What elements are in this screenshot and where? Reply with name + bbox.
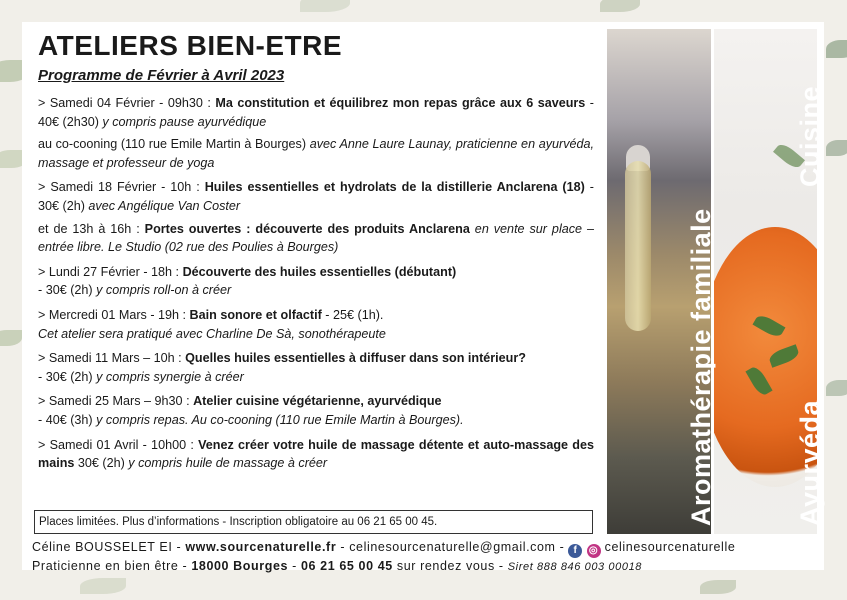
workshop-date: > Samedi 18 Février - 10h : xyxy=(38,180,205,195)
workshop-date: > Samedi 01 Avril - 10h00 : xyxy=(38,437,199,452)
label-aromatherapie: Aromathérapie familiale xyxy=(686,208,716,526)
workshop-time: et de 13h à 16h : xyxy=(38,221,145,236)
workshop-price: - 25€ (1h). xyxy=(321,307,384,322)
workshop-note: avec Angélique Van Coster xyxy=(84,198,241,213)
workshop-date: > Lundi 27 Février - 18h : xyxy=(38,264,183,279)
workshop-name: Atelier cuisine végétarienne, ayurvédique xyxy=(193,394,442,409)
workshop-price: - 30€ (2h) xyxy=(38,369,93,384)
registration-notice: Places limitées. Plus d’informations - Inscription obligatoire au 06 21 65 00 45. xyxy=(34,510,593,534)
business-name: Céline BOUSSELET EI - xyxy=(32,540,186,554)
workshop-note: en vente sur place – entrée libre. Le Studio (02 rue des Poulies à Bourges) xyxy=(38,221,594,255)
workshop-item xyxy=(38,263,594,300)
workshop-list xyxy=(38,94,594,479)
workshop-name: Ma constitution et équilibrez mon repas grâce aux 6 saveurs xyxy=(215,96,586,110)
city: 18000 Bourges xyxy=(191,559,289,573)
workshop-price: - 40€ (2h30) xyxy=(38,96,595,129)
workshop-name: Portes ouvertes : découverte des produits Anclarena xyxy=(144,221,470,236)
siret-number: Siret 888 846 003 00018 xyxy=(507,561,643,573)
page-title: ATELIERS BIEN-ETRE xyxy=(38,30,343,61)
flyer-card xyxy=(22,22,825,573)
workshop-date: > Samedi 04 Février - 09h30 : xyxy=(38,96,216,110)
contact-line xyxy=(32,540,822,558)
rollon-bottle xyxy=(625,161,651,331)
workshop-note: y compris huile de massage à créer xyxy=(124,456,328,471)
workshop-price: - 30€ (2h) xyxy=(38,283,93,298)
practitioner-line xyxy=(32,559,822,573)
workshop-item xyxy=(38,349,594,386)
workshop-date: > Samedi 25 Mars – 9h30 : xyxy=(38,394,194,409)
website-link[interactable]: www.sourcenaturelle.fr xyxy=(185,540,337,554)
workshop-item xyxy=(38,392,594,429)
workshop-date: > Mercredi 01 Mars - 19h : xyxy=(38,307,190,322)
workshop-name: Quelles huiles essentielles à diffuser dans son intérieur? xyxy=(185,351,526,366)
workshop-price: 30€ (2h) xyxy=(74,456,125,471)
workshop-note: Cet atelier sera pratiqué avec Charline De Sà, sonothérapeute xyxy=(38,326,386,341)
workshop-name: Découverte des huiles essentielles (débutant) xyxy=(182,264,457,279)
workshop-name: Bain sonore et olfactif xyxy=(189,307,322,322)
instagram-icon[interactable]: ◎ xyxy=(587,544,601,558)
page-subtitle: Programme de Février à Avril 2023 xyxy=(38,67,285,84)
workshop-item xyxy=(38,178,594,256)
workshop-name: Venez créer votre huile de massage détente et auto-massage des mains xyxy=(38,437,594,471)
appointment-note: sur rendez vous - xyxy=(392,559,508,573)
workshop-item xyxy=(38,94,594,172)
workshop-location: au co-cooning (110 rue Emile Martin à Bourges) xyxy=(38,137,307,152)
phone-number[interactable]: 06 21 65 00 45 xyxy=(301,559,393,573)
social-handle[interactable]: celinesourcenaturelle xyxy=(604,540,736,554)
email-link[interactable]: - celinesourcenaturelle@gmail.com - xyxy=(336,540,569,554)
workshop-price: - 30€ (2h) xyxy=(38,180,594,213)
facebook-icon[interactable]: f xyxy=(568,544,582,558)
practitioner-role: Praticienne en bien être - xyxy=(32,559,192,573)
label-ayurveda: Ayurvéda xyxy=(795,399,825,526)
workshop-date: > Samedi 11 Mars – 10h : xyxy=(38,351,186,366)
workshop-note: y compris repas. Au co-cooning (110 rue Emile Martin à Bourges). xyxy=(92,412,464,427)
label-cuisine: Cuisine xyxy=(795,85,825,187)
workshop-item xyxy=(38,436,594,473)
workshop-host: avec Anne Laure Launay, praticienne en ayurvéda, massage et professeur de yoga xyxy=(38,137,594,170)
separator: - xyxy=(288,559,301,573)
workshop-name: Huiles essentielles et hydrolats de la distillerie Anclarena (18) xyxy=(204,180,585,195)
workshop-price: - 40€ (3h) xyxy=(38,412,93,427)
workshop-item xyxy=(38,306,594,343)
workshop-note: y compris roll-on à créer xyxy=(92,283,232,298)
workshop-note: y compris pause ayurvédique xyxy=(98,114,267,129)
workshop-note: y compris synergie à créer xyxy=(92,369,244,384)
